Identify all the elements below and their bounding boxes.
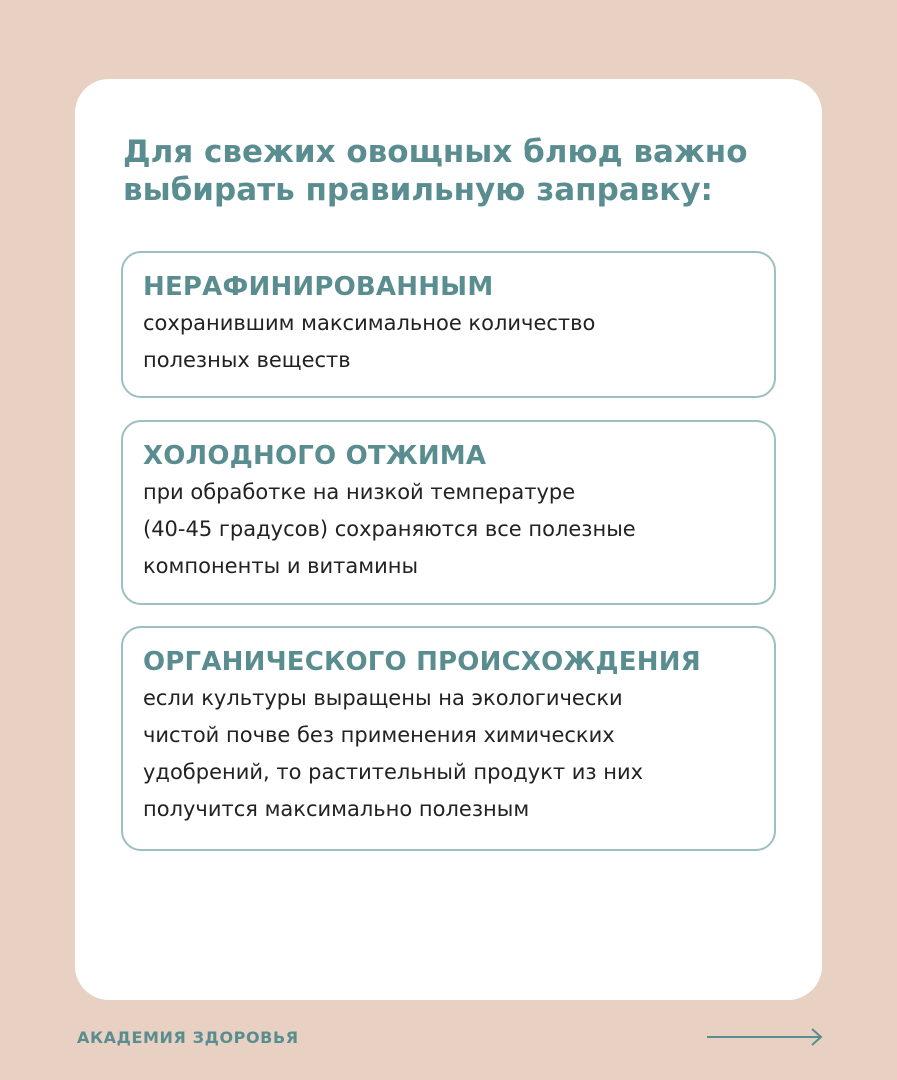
title-line-2: выбирать правильную заправку: xyxy=(123,172,713,208)
info-box-title: НЕРАФИНИРОВАННЫМ xyxy=(143,272,494,302)
text-line: (40-45 градусов) сохраняются все полезные xyxy=(143,517,636,541)
info-box-organic xyxy=(121,626,776,851)
page-title xyxy=(123,133,783,209)
title-line-1: Для свежих овощных блюд важно xyxy=(123,134,748,170)
info-box-text xyxy=(143,305,754,379)
info-box-text xyxy=(143,680,754,828)
info-box-cold-pressed xyxy=(121,420,776,605)
text-line: при обработке на низкой температуре xyxy=(143,480,576,504)
info-box-title: ХОЛОДНОГО ОТЖИМА xyxy=(143,441,487,471)
content-card xyxy=(75,79,822,1000)
brand-name: АКАДЕМИЯ ЗДОРОВЬЯ xyxy=(77,1028,299,1047)
text-line: если культуры выращены на экологически xyxy=(143,686,623,710)
text-line: полезных веществ xyxy=(143,348,351,372)
text-line: получится максимально полезным xyxy=(143,797,530,821)
arrow-right-icon[interactable] xyxy=(706,1026,824,1048)
text-line: компоненты и витамины xyxy=(143,554,419,578)
text-line: чистой почве без применения химических xyxy=(143,723,615,747)
info-box-title: ОРГАНИЧЕСКОГО ПРОИСХОЖДЕНИЯ xyxy=(143,647,701,677)
text-line: удобрений, то растительный продукт из них xyxy=(143,760,644,784)
info-box-unrefined xyxy=(121,251,776,398)
info-box-text xyxy=(143,474,754,585)
text-line: сохранившим максимальное количество xyxy=(143,311,596,335)
